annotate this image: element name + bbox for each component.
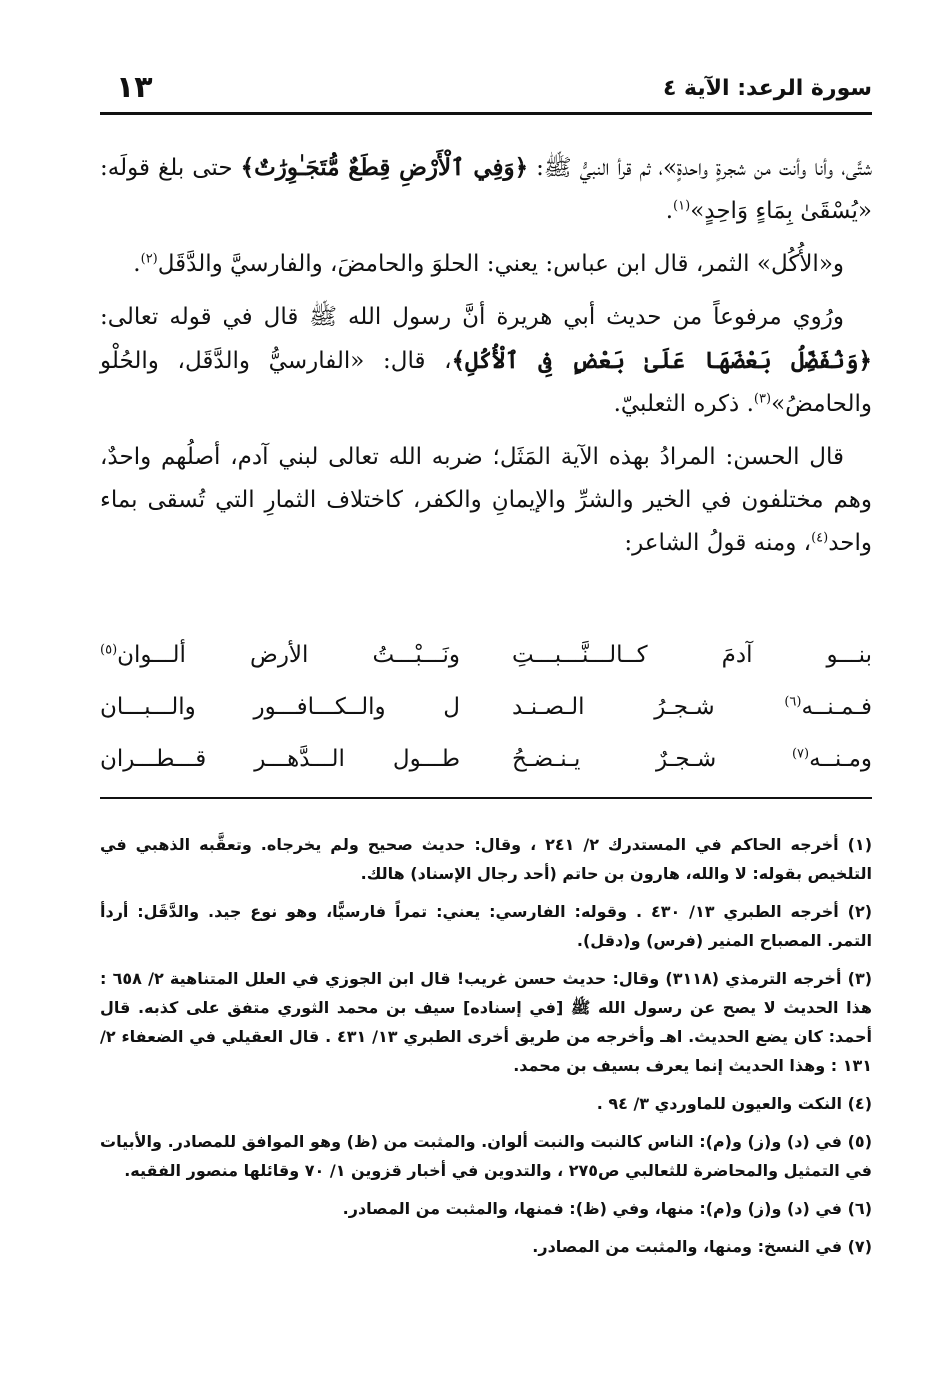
text-run: حتى بلغ قولَه: «يُسْقَىٰ بِمَاءٍ وَاحِدٍ» [100,155,872,224]
poem-hemistich-first [512,642,872,668]
text-run: . [665,198,674,224]
poem-hemistich-second [100,746,460,772]
footnote: (٤) النكت والعيون للماوردي ٣/ ٩٤ . [596,1094,872,1113]
paragraph-3 [100,296,872,426]
footnote: (٣) أخرجه الترمذي (٣١١٨) وقال: حديث حسن غريب! قال ابن الجوزي في العلل المتناهية ٢/ ٦٥٨ : هذا الحديث لا يصح عن رسول الله ﷺ [في إسناده] سيف بن محمد الثوري متفق على كذبه. قال أحمد: كان يضع الحديث. اهـ وأخرجه من طريق أخرى الطبري ١٣/ ٤٣١ . قال العقيلي في الضعفاء ٢/ ١٣١ : وهذا الحديث إنما يعرف بسيف بن محمد. [100,969,873,1075]
footnote-ref: (٣) [753,391,772,407]
text-run: ورُوي مرفوعاً من حديث أبي هريرة أنَّ رسول الله ﷺ قال في قوله تعالى: [100,304,844,330]
poem-verse [100,688,872,740]
verse-text: شـجـرٌ يـنـضـحُ [512,746,792,772]
page-header [100,68,872,112]
poem-hemistich-first [512,746,872,772]
text-run: . [133,251,141,277]
footnote: (٥) في (د) و(ز) و(م): الناس كالنبت والنبت ألوان. والمثبت من (ظ) وهو الموافق للمصادر. والأبيات في التمثيل والمحاضرة للثعالبي ص٢٧٥ ، والتدوين في أخبار قزوين ١/ ٧٠ وقائلها منصور الفقيه. [100,1132,872,1180]
footnote: (١) أخرجه الحاكم في المستدرك ٢/ ٢٤١ ، وقال: حديث صحيح ولم يخرجاه. وتعقَّبه الذهبي في التلخيص بقوله: لا والله، هارون بن حاتم (أحد رجال الإسناد) هالك. [100,835,872,883]
page-number: ١٣ [116,70,153,105]
verse-text: ل والــكـــافـــور والـــبـــان [100,694,460,720]
poem-hemistich-second [100,694,460,720]
poem [100,636,872,792]
text-run: ، قال: «الفارسيُّ والدَّقَل، والحُلْو والحامضُ» [100,348,872,417]
footnote: (٦) في (د) و(ز) و(م): منها، وفي (ظ): فمنها، والمثبت من المصادر. [342,1199,872,1218]
paragraph-2 [100,243,872,286]
footnote-ref: (١) [673,198,691,214]
verse-text: شـجـرُ الـصـنـد [512,694,785,720]
verse-text: طـــول الـــدَّهـــر قـــطـــران [100,746,460,772]
footnote-ref: (٢) [140,251,158,267]
verse-text: ونَـــبْـــتُ الأرض ألـــوان [117,642,460,668]
paragraph-1 [100,146,872,233]
footnote-ref: (٦) [784,694,802,710]
main-text [100,146,872,575]
footnote-divider [100,797,872,799]
poem-hemistich-second [100,642,460,668]
footnote: (٢) أخرجه الطبري ١٣/ ٤٣٠ . وقوله: الفارسي: يعني: تمراً فارسيًّا، وهو نوع جيد. والدَّقَل: أردأ التمر. المصباح المنير (فرس) و(دقل). [100,902,873,950]
paragraph-4 [100,436,872,565]
text-run: قال الحسن: المرادُ بهذه الآية المَثَل؛ ضربه الله تعالى لبني آدم، أصلُهم واحدٌ، وهم مختلفون في الخير والشرِّ والإيمانِ والكفر، كاختلاف الثمارِ التي تُسقى بماء واحد [100,444,872,556]
text-run: . ذكره الثعلبيّ. [613,391,754,417]
text-run: شتَّى، وأنا وأنت من شجرةٍ واحدةٍ»، ثم قرأ النبيُّ ﷺ: [528,155,872,181]
verse-text: بنـــو آدمَ كــالـــنَّـــبـــتِ [512,642,872,668]
verse-text: ومـنــه [809,746,872,772]
poem-hemistich-first [512,694,872,720]
footnote: (٧) في النسخ: ومنها، والمثبت من المصادر. [532,1237,872,1256]
quran-verse: ﴿وَفِي ٱلْأَرْضِ قِطَعٌ مُّتَجَـٰوِرَٰتٌ﴾ [240,154,529,181]
footnote-ref: (٥) [100,642,118,658]
footnote-ref: (٤) [811,530,829,546]
text-run: ، ومنه قولُ الشاعر: [624,530,812,556]
footnotes [100,830,872,1270]
footnote-ref: (٧) [791,746,810,762]
verse-text: فـمـنــه [801,694,872,720]
running-title: سورة الرعد: الآية ٤ [662,76,872,101]
poem-verse [100,740,872,792]
text-run: و«الأُكُل» الثمر، قال ابن عباس: يعني: الحلوَ والحامضَ، والفارسيَّ والدَّقَل [157,251,844,277]
poem-verse [100,636,872,688]
quran-verse: ﴿وَنُفَضِّلُ بَعْضَهَا عَلَىٰ بَعْضٍ فِى ٱلْأُكُلِ﴾ [451,347,872,374]
header-divider [100,112,872,115]
